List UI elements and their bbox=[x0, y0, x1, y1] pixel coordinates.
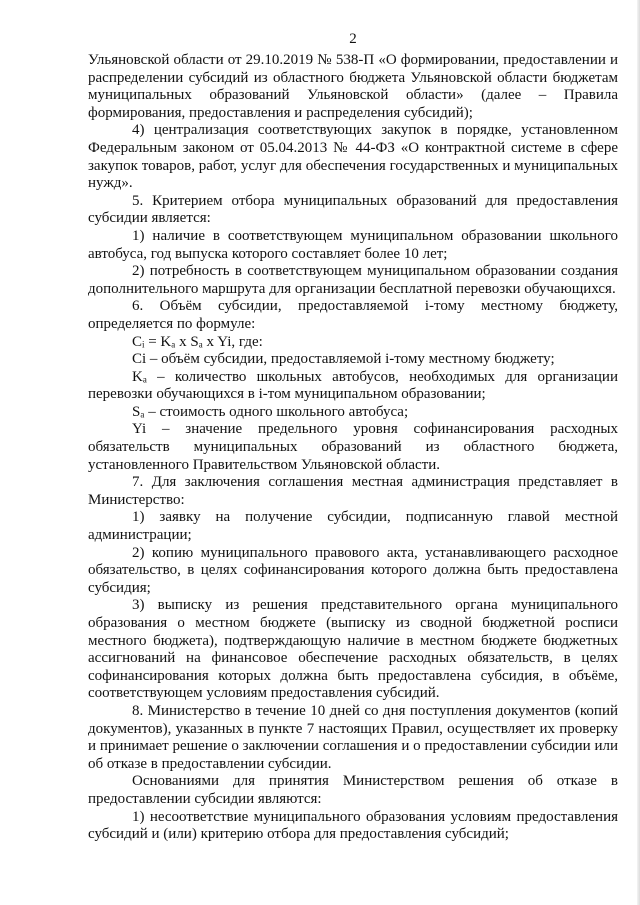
paragraph-criterion-2: 2) потребность в соответствующем муниципальном образовании создания дополнительного маршрута для организации бесплатной перевозки обучающихся. bbox=[88, 263, 618, 297]
paragraph-doc-1: 1) заявку на получение субсидии, подписанную главой местной администрации; bbox=[88, 509, 618, 544]
paragraph-section-6: 6. Объём субсидии, предоставляемой i-тому местному бюджету, определяется по формуле: bbox=[88, 298, 618, 332]
paragraph-section-5: 5. Критерием отбора муниципальных образований для предоставления субсидии является: bbox=[88, 192, 618, 227]
page-number: 2 bbox=[349, 31, 357, 47]
paragraph-doc-2: 2) копию муниципального правового акта, устанавливающего расходное обязательство, в целях софинансирования которого должна быть предоставлена субсидия; bbox=[88, 544, 618, 596]
formula-def-yi: Yi – значение предельного уровня софинансирования расходных обязательств муниципальных образований из областного бюджета, установленного Правительством Ульяновской области. bbox=[88, 421, 618, 473]
formula-def-s: Sₐ – стоимость одного школьного автобуса; bbox=[132, 403, 409, 420]
paragraph-refusal-grounds: Основаниями для принятия Министерством решения об отказе в предоставлении субсидии являются: bbox=[88, 773, 618, 807]
paragraph-section-8: 8. Министерство в течение 10 дней со дня поступления документов (копий документов), указанных в пункте 7 настоящих Правил, осуществляет их проверку и принимает решение о заключении соглашения и о предоставлении субсидии или об отказе в предоставлении субсидии. bbox=[88, 702, 618, 772]
paragraph-item-4: 4) централизация соответствующих закупок в порядке, установленном Федеральным законом от 05.04.2013 № 44-ФЗ «О контрактной системе в сфере закупок товаров, работ, услуг для обеспечения государственных и муниципальных нужд». bbox=[88, 122, 618, 192]
formula-def-ci: Ci – объём субсидии, предоставляемой i-тому местному бюджету; bbox=[132, 351, 555, 368]
paragraph-doc-3: 3) выписку из решения представительного органа муниципального образования о местном бюджете (выписку из сводной бюджетной росписи местного бюджета), подтверждающую наличие в местном бюджете бюджетных ассигнований на финансовое обеспечение расходных обязательств, в целях софинансирования которых должна быть предоставлена субсидия, в объёме, соответствующем условиям предоставления субсидий. bbox=[88, 597, 618, 702]
formula-def-k: Kₐ – количество школьных автобусов, необходимых для организации перевозки обучающихся в i-том муниципальном образовании; bbox=[88, 368, 618, 403]
paragraph-section-7: 7. Для заключения соглашения местная администрация представляет в Министерство: bbox=[88, 474, 618, 508]
paragraph-refusal-1: 1) несоответствие муниципального образования условиям предоставления субсидий и (или) критерию отбора для предоставления субсидий; bbox=[88, 808, 618, 843]
paragraph-criterion-1: 1) наличие в соответствующем муниципальном образовании школьного автобуса, год выпуска которого составляет более 10 лет; bbox=[88, 227, 618, 262]
formula: Cᵢ = Kₐ x Sₐ x Yi, где: bbox=[132, 333, 263, 350]
paragraph-rules-reference: Ульяновской области от 29.10.2019 № 538-П «О формировании, предоставлении и распределении субсидий из областного бюджета Ульяновской области бюджетам муниципальных образований Ульяновской области» (далее – Правила формирования, предоставления и распределения субсидий); bbox=[88, 52, 618, 121]
